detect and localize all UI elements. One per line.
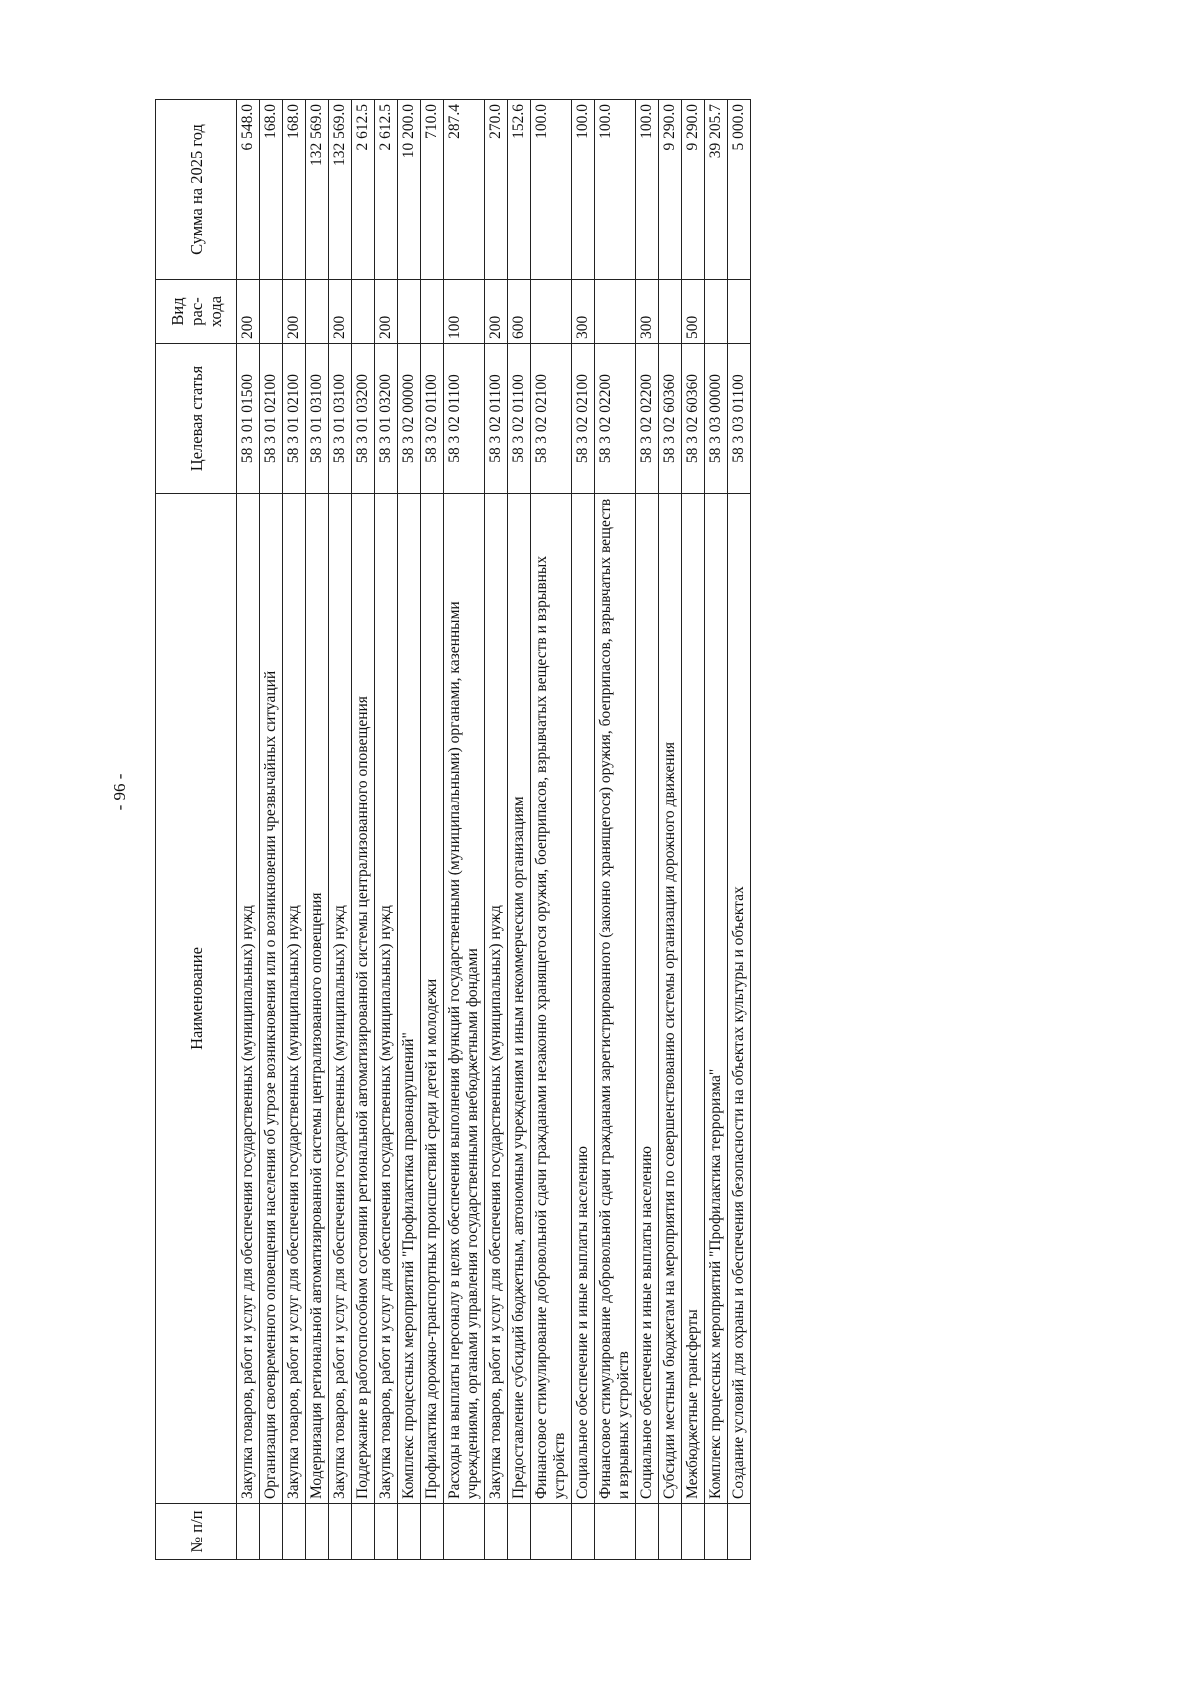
row-expense-type — [421, 280, 444, 344]
row-amount: 100.0 — [531, 100, 572, 280]
row-number — [595, 1504, 636, 1560]
row-number — [421, 1504, 444, 1560]
row-target-code: 58 3 01 02100 — [283, 344, 306, 494]
table-row — [636, 100, 659, 1560]
row-expense-type: 200 — [283, 280, 306, 344]
row-expense-type: 200 — [329, 280, 352, 344]
table-row — [485, 100, 508, 1560]
row-number — [352, 1504, 375, 1560]
table-row — [728, 100, 751, 1560]
row-target-code: 58 3 02 02200 — [636, 344, 659, 494]
table-row — [237, 100, 260, 1560]
row-number — [237, 1504, 260, 1560]
row-name: Межбюджетные трансферты — [682, 494, 705, 1504]
row-amount: 9 290.0 — [682, 100, 705, 280]
row-number — [306, 1504, 329, 1560]
row-name: Комплекс процессных мероприятий "Профилактика терроризма" — [705, 494, 728, 1504]
header-vid: Вид рас-хода — [156, 280, 237, 344]
row-number — [444, 1504, 485, 1560]
row-number — [398, 1504, 421, 1560]
row-name: Закупка товаров, работ и услуг для обеспечения государственных (муниципальных) нужд — [283, 494, 306, 1504]
row-number — [531, 1504, 572, 1560]
row-name: Поддержание в работоспособном состоянии региональной автоматизированной системы централизованного оповещения — [352, 494, 375, 1504]
row-amount: 6 548.0 — [237, 100, 260, 280]
row-target-code: 58 3 03 01100 — [728, 344, 751, 494]
row-name: Закупка товаров, работ и услуг для обеспечения государственных (муниципальных) нужд — [485, 494, 508, 1504]
row-name: Закупка товаров, работ и услуг для обеспечения государственных (муниципальных) нужд — [375, 494, 398, 1504]
row-name: Профилактика дорожно-транспортных происшествий среди детей и молодежи — [421, 494, 444, 1504]
table-row — [682, 100, 705, 1560]
row-name: Финансовое стимулирование добровольной сдачи гражданами незаконно хранящегося оружия, боеприпасов, взрывчатых веществ и взрывных устройств — [531, 494, 572, 1504]
row-target-code: 58 3 01 03200 — [352, 344, 375, 494]
table-row — [398, 100, 421, 1560]
table-body — [237, 100, 751, 1560]
row-amount: 100.0 — [572, 100, 595, 280]
row-amount: 2 612.5 — [352, 100, 375, 280]
row-name: Организация своевременного оповещения населения об угрозе возникновения или о возникновении чрезвычайных ситуаций — [260, 494, 283, 1504]
header-sum: Сумма на 2025 год — [156, 100, 237, 280]
table-row — [659, 100, 682, 1560]
header-num: № п/п — [156, 1504, 237, 1560]
row-target-code: 58 3 02 01100 — [508, 344, 531, 494]
row-amount: 270.0 — [485, 100, 508, 280]
row-expense-type — [705, 280, 728, 344]
row-expense-type — [659, 280, 682, 344]
row-expense-type: 200 — [375, 280, 398, 344]
table-row — [572, 100, 595, 1560]
row-target-code: 58 3 02 02200 — [595, 344, 636, 494]
table-row — [283, 100, 306, 1560]
table-row — [421, 100, 444, 1560]
row-amount: 100.0 — [595, 100, 636, 280]
row-amount: 10 200.0 — [398, 100, 421, 280]
row-amount: 2 612.5 — [375, 100, 398, 280]
row-target-code: 58 3 01 02100 — [260, 344, 283, 494]
row-amount: 39 205.7 — [705, 100, 728, 280]
row-expense-type: 300 — [636, 280, 659, 344]
row-expense-type: 600 — [508, 280, 531, 344]
row-number — [375, 1504, 398, 1560]
row-amount: 287.4 — [444, 100, 485, 280]
table-header-row — [156, 100, 237, 1560]
row-target-code: 58 3 01 03200 — [375, 344, 398, 494]
table-row — [705, 100, 728, 1560]
row-expense-type — [306, 280, 329, 344]
page-number: - 96 - — [110, 773, 129, 811]
row-number — [659, 1504, 682, 1560]
row-number — [260, 1504, 283, 1560]
table-row — [508, 100, 531, 1560]
row-number — [705, 1504, 728, 1560]
row-amount: 168.0 — [283, 100, 306, 280]
row-target-code: 58 3 02 00000 — [398, 344, 421, 494]
row-target-code: 58 3 02 01100 — [444, 344, 485, 494]
row-amount: 710.0 — [421, 100, 444, 280]
row-name: Предоставление субсидий бюджетным, автономным учреждениям и иным некоммерческим организациям — [508, 494, 531, 1504]
row-name: Социальное обеспечение и иные выплаты населению — [572, 494, 595, 1504]
budget-table — [155, 99, 751, 1560]
row-expense-type: 500 — [682, 280, 705, 344]
row-name: Субсидии местным бюджетам на мероприятия по совершенствованию системы организации дорожного движения — [659, 494, 682, 1504]
row-name: Финансовое стимулирование добровольной сдачи гражданами зарегистрированного (законно хранящегося) оружия, боеприпасов, взрывчатых веществ и взрывных устройств — [595, 494, 636, 1504]
row-name: Комплекс процессных мероприятий "Профилактика правонарушений" — [398, 494, 421, 1504]
row-expense-type — [531, 280, 572, 344]
row-target-code: 58 3 01 03100 — [306, 344, 329, 494]
table-row — [595, 100, 636, 1560]
row-expense-type: 300 — [572, 280, 595, 344]
row-expense-type: 100 — [444, 280, 485, 344]
row-expense-type — [728, 280, 751, 344]
table-row — [329, 100, 352, 1560]
table-row — [375, 100, 398, 1560]
header-code: Целевая статья — [156, 344, 237, 494]
row-amount: 132 569.0 — [306, 100, 329, 280]
row-amount: 168.0 — [260, 100, 283, 280]
row-target-code: 58 3 01 01500 — [237, 344, 260, 494]
row-name: Модернизация региональной автоматизированной системы централизованного оповещения — [306, 494, 329, 1504]
row-number — [728, 1504, 751, 1560]
row-amount: 132 569.0 — [329, 100, 352, 280]
row-target-code: 58 3 02 60360 — [659, 344, 682, 494]
table-row — [260, 100, 283, 1560]
row-target-code: 58 3 01 03100 — [329, 344, 352, 494]
row-number — [329, 1504, 352, 1560]
row-expense-type — [398, 280, 421, 344]
row-amount: 9 290.0 — [659, 100, 682, 280]
row-number — [508, 1504, 531, 1560]
row-amount: 152.6 — [508, 100, 531, 280]
row-name: Закупка товаров, работ и услуг для обеспечения государственных (муниципальных) нужд — [329, 494, 352, 1504]
row-target-code: 58 3 02 01100 — [485, 344, 508, 494]
row-number — [283, 1504, 306, 1560]
table-row — [352, 100, 375, 1560]
row-name: Закупка товаров, работ и услуг для обеспечения государственных (муниципальных) нужд — [237, 494, 260, 1504]
row-target-code: 58 3 02 02100 — [531, 344, 572, 494]
row-expense-type: 200 — [237, 280, 260, 344]
row-name: Расходы на выплаты персоналу в целях обеспечения выполнения функций государственными (муниципальными) органами, казенными учреждениями, органами управления государственными внебюджетными фондами — [444, 494, 485, 1504]
row-target-code: 58 3 02 60360 — [682, 344, 705, 494]
row-number — [485, 1504, 508, 1560]
row-name: Социальное обеспечение и иные выплаты населению — [636, 494, 659, 1504]
row-amount: 5 000.0 — [728, 100, 751, 280]
table-row — [444, 100, 485, 1560]
row-expense-type — [260, 280, 283, 344]
rotated-table-container — [155, 100, 1085, 1560]
row-number — [682, 1504, 705, 1560]
row-number — [572, 1504, 595, 1560]
header-name: Наименование — [156, 494, 237, 1504]
row-target-code: 58 3 02 01100 — [421, 344, 444, 494]
row-number — [636, 1504, 659, 1560]
table-row — [531, 100, 572, 1560]
row-expense-type — [352, 280, 375, 344]
row-name: Создание условий для охраны и обеспечения безопасности на объектах культуры и объектах — [728, 494, 751, 1504]
row-target-code: 58 3 02 02100 — [572, 344, 595, 494]
row-amount: 100.0 — [636, 100, 659, 280]
row-expense-type: 200 — [485, 280, 508, 344]
row-expense-type — [595, 280, 636, 344]
table-row — [306, 100, 329, 1560]
row-target-code: 58 3 03 00000 — [705, 344, 728, 494]
